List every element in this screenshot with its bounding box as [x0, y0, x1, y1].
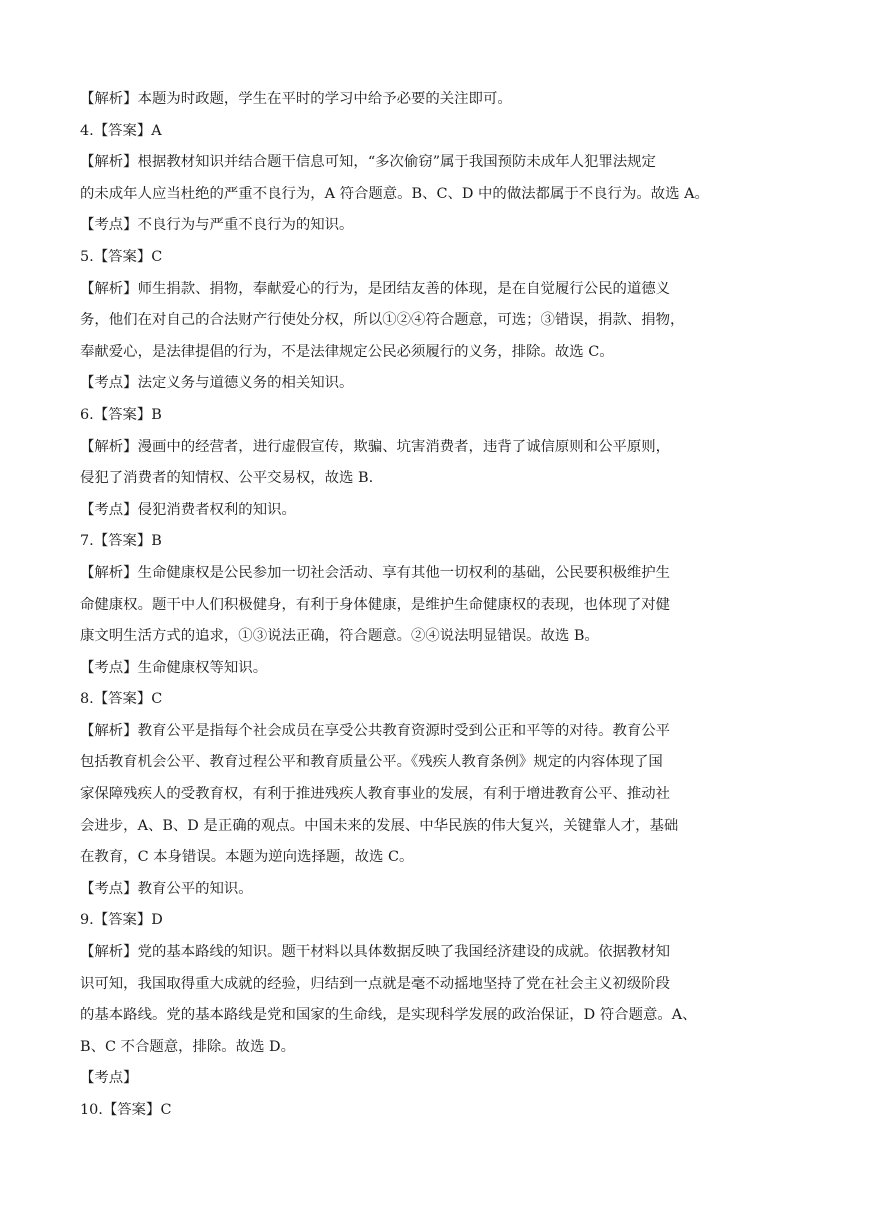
text-line: 【解析】党的基本路线的知识。题干材料以具体数据反映了我国经济建设的成就。依据教材知 — [80, 944, 671, 961]
text-line: 【解析】根据教材知识并结合题干信息可知，“多次偷窃”属于我国预防未成年人犯罪法规定 — [80, 154, 656, 171]
text-line: B、C 不合题意，排除。故选 D。 — [80, 1038, 295, 1055]
text-line: 的基本路线。党的基本路线是党和国家的生命线，是实现科学发展的政治保证，D 符合题意。A、 — [80, 1007, 697, 1024]
answer-line: 9.【答案】D — [80, 912, 163, 929]
text-line: 【考点】生命健康权等知识。 — [80, 659, 268, 676]
text-line: 务，他们在对自己的合法财产行使处分权，所以①②④符合题意，可选；③错误，捐款、捐物， — [80, 312, 685, 329]
text-line: 奉献爱心，是法律提倡的行为，不是法律规定公民必须履行的义务，排除。故选 C。 — [80, 343, 614, 360]
text-line: 【解析】本题为时政题，学生在平时的学习中给予必要的关注即可。 — [80, 91, 512, 107]
text-line: 会进步，A、B、D 是正确的观点。中国未来的发展、中华民族的伟大复兴，关键靠人才，基础 — [80, 817, 679, 834]
answer-key-document — [80, 84, 712, 1127]
answer-line: 7.【答案】B — [80, 533, 162, 550]
answer-line: 4.【答案】A — [80, 122, 162, 139]
text-line: 【解析】漫画中的经营者，进行虚假宣传，欺骗、坑害消费者，违背了诚信原则和公平原则， — [80, 438, 671, 455]
answer-line: 6.【答案】B — [80, 406, 162, 423]
text-line: 康文明生活方式的追求，①③说法正确，符合题意。②④说法明显错误。故选 B。 — [80, 628, 599, 645]
text-line: 的未成年人应当杜绝的严重不良行为，A 符合题意。B、C、D 中的做法都属于不良行为。故选 A。 — [80, 185, 709, 202]
text-line: 【考点】法定义务与道德义务的相关知识。 — [80, 375, 354, 392]
text-line: 家保障残疾人的受教育权，有利于推进残疾人教育事业的发展，有利于增进教育公平、推动社 — [80, 786, 671, 803]
text-line: 【解析】教育公平是指每个社会成员在享受公共教育资源时受到公正和平等的对待。教育公平 — [80, 722, 671, 739]
answer-line: 10.【答案】C — [80, 1102, 172, 1118]
answer-line: 8.【答案】C — [80, 691, 163, 708]
text-line: 【考点】侵犯消费者权利的知识。 — [80, 501, 296, 518]
text-line: 命健康权。题干中人们积极健身，有利于身体健康，是维护生命健康权的表现，也体现了对健 — [80, 596, 671, 613]
text-line: 包括教育机会公平、教育过程公平和教育质量公平。《残疾人教育条例》规定的内容体现了国 — [80, 754, 663, 771]
text-line: 【考点】不良行为与严重不良行为的知识。 — [80, 217, 354, 234]
text-line: 【考点】教育公平的知识。 — [80, 880, 253, 897]
text-line: 识可知，我国取得重大成就的经验，归结到一点就是毫不动摇地坚持了党在社会主义初级阶段 — [80, 975, 671, 992]
answer-line: 5.【答案】C — [80, 248, 163, 265]
text-line: 在教育，C 本身错误。本题为逆向选择题，故选 C。 — [80, 849, 414, 866]
text-line: 侵犯了消费者的知情权、公平交易权，故选 B. — [80, 470, 374, 487]
text-line: 【解析】生命健康权是公民参加一切社会活动、享有其他一切权利的基础，公民要积极维护生 — [80, 564, 671, 581]
text-line: 【解析】师生捐款、捐物，奉献爱心的行为，是团结友善的体现，是在自觉履行公民的道德义 — [80, 280, 671, 297]
text-line: 【考点】 — [80, 1070, 138, 1087]
